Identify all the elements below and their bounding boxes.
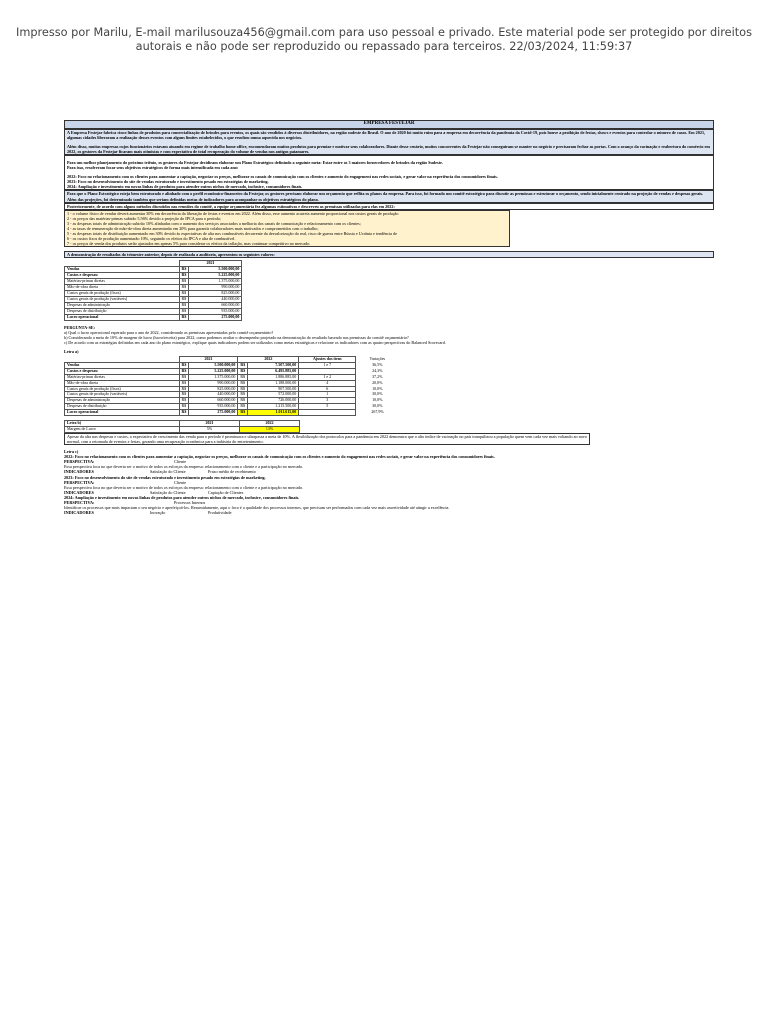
row-label: Matérias-primas diretas (65, 374, 180, 380)
variation: 30,0% (372, 403, 383, 409)
perspective-desc: Essa perspectiva foca no que deveria ser o motivo de todos os esforços da empresa: relacionamento com o cliente e a participação no mercado. (64, 484, 304, 490)
col-header: Variações (369, 356, 386, 361)
variation: 24,3% (372, 367, 383, 373)
indicator-item: Captação de Clientes (208, 489, 244, 495)
planning-block (64, 155, 714, 190)
premise-item: 6 - os custos fixos de produção aumentarão 10%, seguindo os efeitos do IPCA e alta de combustível. (67, 236, 236, 242)
adjust-items: 1 (299, 392, 356, 398)
value-2021: 5.225.000,00 (189, 368, 238, 374)
value: 275.000,00 (189, 314, 242, 320)
value-2021: 1.375.000,00 (189, 374, 238, 380)
currency: R$ (179, 296, 189, 302)
value-2021: 5.500.000,00 (189, 362, 238, 368)
margin-2022: 13% (240, 426, 300, 432)
perspective-desc: Identificar os processos que mais impactam o seu negócio e aperfeiçoá-los. Resumidamente, aqui o foco é a qualidade dos processos internos, que precisam ser performados com cada vez mais assertividade até atingir a excelência. (64, 505, 450, 511)
dre-row (65, 314, 242, 320)
perspective-value: Cliente (174, 459, 187, 465)
letra-c-title: Letra c) (64, 449, 79, 455)
currency: R$ (179, 374, 189, 380)
currency: R$ (179, 398, 189, 404)
currency: R$ (238, 374, 248, 380)
value-2021: 275.000,00 (189, 410, 238, 416)
adjust-items: 5 (299, 404, 356, 410)
strategy-block (64, 475, 714, 495)
intro-paragraph: A Empresa Festejar fabrica cinco linhas de produtos para comercialização de brindes para eventos, os quais são vendidos à diversos distribuidores, na região sudeste do Brasil. O ano de 2020 foi muito ruim para a empresa em decorrência da pandemia da Covid-19, pois houve a proibição de festas, shows e eventos para controlar o número de casos. Em 2021, algumas cidades liberaram a realização desses eventos com alguns limites estabelecidos, o que resultou numa aquecida nos negócios. (67, 129, 706, 140)
value-2022: 7.507.500,00 (248, 362, 299, 368)
row-label: Despesas de distribuição (65, 404, 180, 410)
strategy-block (64, 454, 714, 474)
value-2021: 825.000,00 (189, 386, 238, 392)
currency: R$ (179, 314, 189, 320)
variation: 10,0% (372, 397, 383, 403)
variation: 267,9% (371, 409, 384, 415)
variation: 30,0% (372, 391, 383, 397)
planning-line: 2022: Foco no relacionamento com os clientes para aumentar a captação, negociar os preços, melhorar os canais de comunicação com os clientes e aumento do engagement nas redes sociais, e gerar valor na experiência dos consumidores finais. (67, 174, 498, 180)
currency: R$ (179, 285, 189, 291)
adjust-items: 1 e 2 (299, 374, 356, 380)
question-item: a) Qual o lucro operacional esperado para o ano de 2022, considerando as premissas apresentadas pelo comitê orçamentário? (64, 329, 274, 335)
dre-2021-table (64, 260, 242, 320)
currency: R$ (179, 291, 189, 297)
posterior-block: Posteriormente, de acordo com alguns métodos discutidos nas reuniões do comitê, a equipe orçamentária fez algumas estimativas e descreveu as premissas utilizadas para elas em 2022: (64, 203, 714, 210)
row-label: Matérias-primas diretas (65, 279, 180, 285)
value-2021: 660.000,00 (189, 398, 238, 404)
letra-a-table (64, 356, 399, 416)
perspective-label: PERSPECTIVA: (64, 500, 95, 505)
row-label: Lucro operacional (65, 410, 180, 416)
currency: R$ (238, 410, 248, 416)
currency: R$ (238, 392, 248, 398)
planning-line: 2023: Foco no desenvolvimento do site de vendas estruturado e investimento pesado em estratégias de marketing. (67, 179, 269, 185)
currency: R$ (179, 273, 189, 279)
row-label: Custos gerais de produção (fixos) (65, 386, 180, 392)
currency: R$ (238, 380, 248, 386)
col-header: Ajustes dos itens (299, 357, 356, 363)
value-2021: 990.000,00 (189, 380, 238, 386)
currency: R$ (179, 410, 189, 416)
planning-line: Para isso, resolveram focar seus objetivos estratégicos de forma mais intensificada em cada ano: (67, 165, 239, 171)
perspective-desc: Essa perspectiva foca no que deveria ser o motivo de todos os esforços da empresa: relacionamento com o cliente e a participação no mercado. (64, 464, 304, 470)
letra-b-title: Letra b) (65, 421, 180, 427)
row-label: Despesas de distribuição (65, 308, 180, 314)
premises-block (64, 210, 510, 248)
premise-item: 5 - as despesas totais de distribuição aumentarão em 30% devido às expectativas de alta nos combustíveis decorrente da desvalorização do real, risco de guerra entre Rússia e Ucrânia e tendência de (67, 231, 397, 237)
strategy-block (64, 495, 714, 515)
currency: R$ (179, 380, 189, 386)
value-2022: 726.000,00 (248, 398, 299, 404)
row-label: Mão-de-obra direta (65, 380, 180, 386)
indicator-item: Satisfação do Cliente (150, 489, 186, 495)
value-2022: 1.188.000,00 (248, 380, 299, 386)
col-header: 2022 (240, 421, 300, 427)
row-label: Vendas (65, 267, 180, 273)
variation: 37,2% (372, 373, 383, 379)
value: 5.225.000,00 (189, 273, 242, 279)
dre-year: 2021 (179, 261, 242, 267)
margin-label: Margem de Lucro (65, 426, 180, 432)
col-header: 2021 (180, 421, 240, 427)
value: 990.000,00 (189, 285, 242, 291)
currency: R$ (179, 308, 189, 314)
currency: R$ (179, 267, 189, 273)
question-item: c) De acordo com as estratégias definidas em cada ano do plano estratégico, explique quais indicadores podem ser utilizados como metas estratégicas e relacione os indicadores com as quatro perspectivas do Balanced Scorecard. (64, 339, 446, 345)
demo-header: A demonstração de resultados do trimestre anterior, depois de realizada a auditoria, apresentou os seguintes valores: (64, 251, 714, 258)
row-label: Custos e despesas: (65, 368, 180, 374)
planning-line: Para um melhor planejamento do próximo triênio, os gestores da Festejar decidiram elaborar um Plano Estratégico definindo a seguinte meta: Estar entre os 3 maiores fornecedores de brindes da região Sudeste. (67, 159, 443, 165)
premise-item: 2 - os preços das matérias-primas subirão 5,56% devido a projeção do IPCA para o período; (67, 215, 221, 221)
questions-title: PERGUNTA-SE: (64, 324, 96, 330)
row-label: Vendas (65, 362, 180, 368)
intro-paragraph: Além disso, muitas empresas cujos funcionários estavam atuando em regime de trabalho home office, encomendaram muitos produtos para premiar e motivar seus colaboradores. Diante desse cenário, muitos concorrentes da Festejar não conseguiram se manter no negócio e precisaram fechar as portas. Com o avanço da vacinação e reabertura do comércio em 2022, os gestores da Festejar ficaram mais otimistas e com expectativa de total recuperação do volume de vendas nos antigos patamares. (67, 143, 710, 154)
row-label: Custos gerais de produção (variáveis) (65, 392, 180, 398)
indicator-item: Prazo médio de recebimento (208, 469, 256, 475)
indicator-item: Produtividade (208, 510, 232, 516)
perspective-label: PERSPECTIVA: (64, 479, 95, 485)
currency: R$ (238, 398, 248, 404)
adjust-items: 4 (299, 380, 356, 386)
currency: R$ (179, 392, 189, 398)
row-label: Despesas de administração (65, 302, 180, 308)
indicator-item: Satisfação do Cliente (150, 469, 186, 475)
plan-block: Para que o Plano Estratégico esteja bem estruturado e alinhado com o perfil econômico-financeiro da Festejar, os gestores precisam elaborar um orçamento que reflita os planos da empresa. Para isso, foi formado um comitê estratégico para discutir as premissas e estruturar o orçamento, sendo inicialmente centrado na projeção de vendas e despesas gerais. Além das projeções, foi determinado também que seriam definidas metas de indicadores para acompanhar os objetivos estratégicos do plano. (64, 190, 714, 202)
value-2022: 1.886.885,00 (248, 374, 299, 380)
table-row (65, 410, 399, 416)
value-2022: 907.500,00 (248, 386, 299, 392)
company-title: EMPRESA FESTEJAR (64, 120, 714, 129)
row-label: Mão-de-obra direta (65, 285, 180, 291)
variation: 20,0% (372, 379, 383, 385)
perspective-label: PERSPECTIVA: (64, 459, 95, 465)
adjust-items: 6 (299, 386, 356, 392)
row-label: Custos gerais de produção (variáveis) (65, 296, 180, 302)
margin-2021: 5% (180, 426, 240, 432)
value-2021: 935.000,00 (189, 404, 238, 410)
value: 440.000,00 (189, 296, 242, 302)
letra-c-body (64, 454, 714, 515)
question-item: b) Considerando a meta de 10% de margem de lucro (lucro/receita) para 2022, como podemos avaliar o desempenho projetado na demonstração do resultado baseado nas premissas do comitê orçamentário? (64, 334, 409, 340)
variation: 10,0% (372, 385, 383, 391)
value: 5.500.000,00 (189, 267, 242, 273)
premise-item: 4 - as taxas de remuneração de mão-de-obra direta aumentarão em 20% para garantir colaboradores mais motivados e comprometidos com o trabalho; (67, 226, 319, 231)
value: 660.000,00 (189, 302, 242, 308)
value-2022: 6.495.885,00 (248, 368, 299, 374)
strategy-heading: 2022: Foco no relacionamento com os clientes para aumentar a captação, negociar os preços, melhorar os canais de comunicação com os clientes e aumento do engagement nas redes sociais, e gerar valor na experiência dos consumidores finais. (64, 454, 495, 460)
indicators-line (64, 510, 714, 515)
currency: R$ (179, 368, 189, 374)
adjust-items: 3 (299, 398, 356, 404)
letra-b-table (64, 420, 300, 433)
perspective-value: Processos Internos (174, 500, 206, 505)
value-2022: 1.011.615,00 (248, 410, 299, 416)
currency: R$ (238, 362, 248, 368)
strategy-heading: 2024: Ampliação e investimento em novas linhas de produtos para atender outros nichos de mercado, inclusive, consumidores finais. (64, 494, 300, 500)
planning-line: 2024: Ampliação e investimento em novas linhas de produtos para atender outros nichos de mercado, inclusive, consumidores finais. (67, 184, 303, 190)
indicators-label: INDICADORES (64, 510, 94, 516)
currency: R$ (179, 386, 189, 392)
premise-item: 7 - os preços de venda dos produtos serão ajustados em apenas 5% para considerar os efeitos da inflação, mas continuar competitivo no mercado. (67, 241, 311, 247)
letra-a-title: Letra a) (64, 348, 79, 354)
adjust-items: 1 e 7 (299, 362, 356, 368)
strategy-heading: 2023: Foco no desenvolvimento do site de vendas estruturado e investimento pesado em estratégias de marketing. (64, 474, 266, 480)
premise-item: 3 - as despesas totais de administração subirão 10% alinhadas com o aumento dos serviços associados a melhoria dos canais de comunicação e relacionamento com os clientes; (67, 220, 361, 226)
row-label: Custos e despesas: (65, 273, 180, 279)
letra-b-text: Apesar da alta nas despesas e custos, a expectativa de crescimento das venda para o período é promissora e ultrapassa a meta de 10%. A flexibilização dos protocolos para a pandemia em 2022 demonstra que o alto índice de vacinação no país tranquilizou a população quem vem cada vez mais voltando ao novo normal, com a retomada de eventos e festas, gerando uma recuperação econômica para a indústria do entretenimento. (64, 433, 590, 445)
col-header: 2021 (179, 357, 238, 363)
value: 1.375.000,00 (189, 279, 242, 285)
indicators-label: INDICADORES (64, 469, 94, 475)
variation: 36,5% (372, 361, 383, 367)
value-2021: 440.000,00 (189, 392, 238, 398)
row-label: Custos gerais de produção (fixos) (65, 291, 180, 297)
indicators-label: INDICADORES (64, 489, 94, 495)
currency: R$ (238, 404, 248, 410)
currency: R$ (179, 279, 189, 285)
value: 935.000,00 (189, 308, 242, 314)
indicator-item: Inovação (150, 510, 166, 516)
perspective-value: Cliente (174, 479, 187, 485)
spreadsheet (64, 120, 714, 515)
intro-block (64, 129, 714, 155)
row-label: Lucro operacional (65, 314, 180, 320)
print-header: Impresso por Marilu, E-mail marilusouza456@gmail.com para uso pessoal e privado. Este material pode ser protegido por direitos autorais e não pode ser reproduzido ou repassado para terceiros. 22/03/2024, 11:59:37 (16, 26, 752, 53)
value-2022: 572.000,00 (248, 392, 299, 398)
adjust-items (299, 410, 356, 416)
value-2022: 1.215.500,00 (248, 404, 299, 410)
premise-item: 1 - o volume físico de vendas deverá aumentar 30% em decorrência da liberação de festas e eventos em 2022. Além disso, esse aumento acarreta aumento proporcional nos custos gerais de produção (67, 210, 399, 216)
currency: R$ (179, 302, 189, 308)
currency: R$ (179, 404, 189, 410)
value: 825.000,00 (189, 291, 242, 297)
row-label: Despesas de administração (65, 398, 180, 404)
currency: R$ (179, 362, 189, 368)
currency: R$ (238, 368, 248, 374)
currency: R$ (238, 386, 248, 392)
col-header: 2022 (238, 357, 299, 363)
